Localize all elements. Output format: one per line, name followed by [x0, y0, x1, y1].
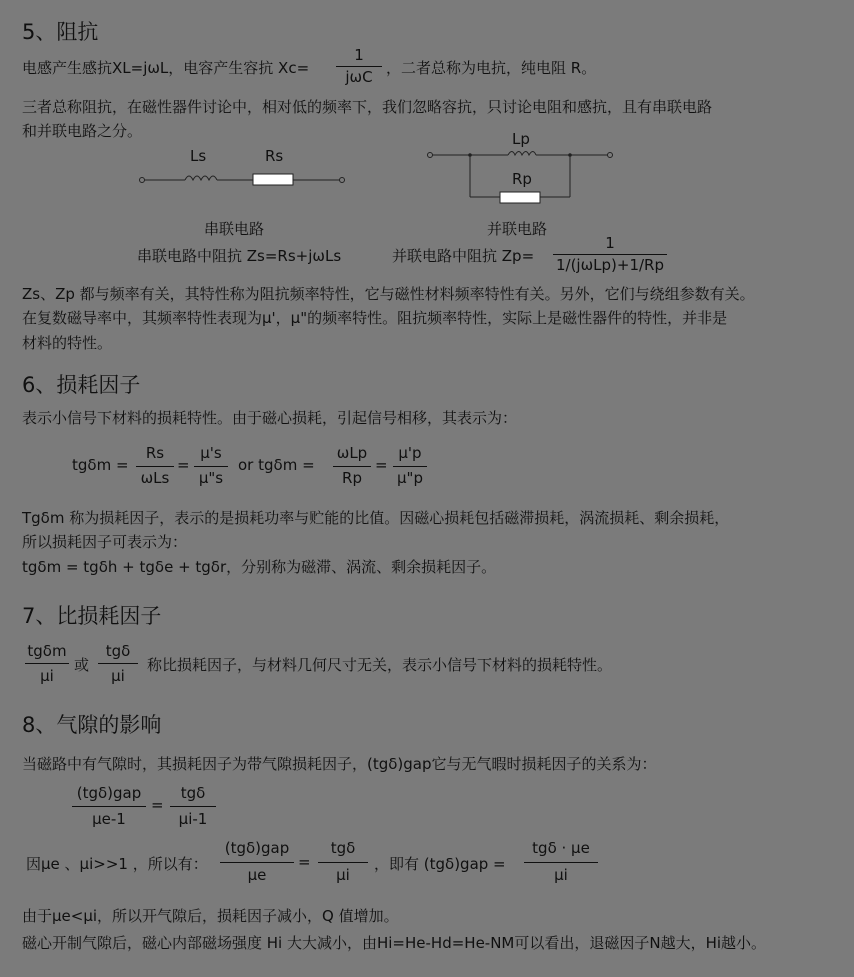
sec8-p2: 由于μe<μi，所以开气隙后，损耗因子减小，Q 值增加。	[22, 907, 399, 925]
sec7-bar2	[98, 663, 138, 664]
sec5-xc-fraction-bar	[336, 66, 382, 67]
sec6-p2-line2: 所以损耗因子可表示为：	[22, 533, 188, 551]
sec6-f-bar1	[136, 466, 174, 467]
section-6-title: 6、损耗因子	[22, 373, 141, 397]
sec8-f1-den2: μi-1	[178, 810, 208, 828]
sec7-den2: μi	[111, 667, 125, 685]
parallel-caption: 并联电路	[487, 220, 548, 238]
sec6-f-eq1: =	[177, 456, 190, 474]
sec8-f2-eq: =	[298, 853, 311, 871]
parallel-impedance-denominator: 1/(jωLp)+1/Rp	[555, 256, 665, 274]
sec6-f-bar2	[194, 466, 228, 467]
sec8-f2-prefix: 因μe 、μi>>1 ，所以有：	[26, 855, 208, 873]
sec5-p3-line1: Zs、Zp 都与频率有关，其特性称为阻抗频率特性，它与磁性材料频率特性有关。另外，它们与绕组参数有关。	[22, 285, 755, 303]
sec5-p1-b: ，二者总称为电抗，纯电阻 R。	[386, 59, 597, 77]
sec5-xc-numerator: 1	[354, 46, 364, 64]
section-5-title: 5、阻抗	[22, 20, 99, 44]
sec6-f-den4: μ"p	[397, 469, 423, 487]
sec6-p1: 表示小信号下材料的损耗特性。由于磁心损耗，引起信号相移，其表示为：	[22, 409, 518, 427]
sec7-text: 称比损耗因子，与材料几何尺寸无关，表示小信号下材料的损耗特性。	[147, 656, 613, 674]
section-8-title: 8、气隙的影响	[22, 713, 162, 737]
sec8-f2-den1: μe	[247, 866, 267, 884]
sec6-f-num3: ωLp	[336, 444, 368, 462]
sec6-p2-line1: Tgδm 称为损耗因子，表示的是损耗功率与贮能的比值。因磁心损耗包括磁滞损耗，涡流损耗、剩余损耗，	[22, 509, 730, 527]
sec8-f2-num1: (tgδ)gap	[224, 839, 290, 857]
sec6-formula-or: or tgδm =	[238, 456, 315, 474]
sec7-num2: tgδ	[105, 642, 131, 660]
parallel-rp-label: Rp	[512, 170, 532, 188]
sec5-p3-line3: 材料的特性。	[22, 334, 113, 352]
sec5-p1-a: 电感产生感抗XL=jωL，电容产生容抗 Xc=	[22, 59, 310, 77]
series-rs-label: Rs	[265, 147, 284, 165]
sec8-f2-den3: μi	[554, 866, 568, 884]
sec6-f-bar4	[393, 466, 427, 467]
sec8-f2-middle: ，即有 (tgδ)gap =	[374, 855, 506, 873]
parallel-impedance-label: 并联电路中阻抗 Zp=	[392, 247, 535, 265]
sec8-f1-num1: (tgδ)gap	[76, 784, 142, 802]
sec5-p2-line2: 和并联电路之分。	[22, 122, 143, 140]
sec5-xc-denominator: jωC	[345, 68, 373, 86]
sec8-f1-num2: tgδ	[180, 784, 206, 802]
section-7-title: 7、比损耗因子	[22, 604, 162, 628]
sec8-f1-bar2	[170, 806, 216, 807]
sec8-f2-bar1	[220, 862, 294, 863]
sec5-p2-line1: 三者总称阻抗，在磁性器件讨论中，相对低的频率下，我们忽略容抗，只讨论电阻和感抗，且有串联电路	[22, 98, 713, 116]
sec8-f1-den1: μe-1	[92, 810, 126, 828]
sec8-f2-den2: μi	[336, 866, 350, 884]
sec8-f2-bar3	[524, 862, 598, 863]
sec6-f-eq2: =	[375, 456, 388, 474]
sec8-p1: 当磁路中有气隙时，其损耗因子为带气隙损耗因子，(tgδ)gap它与无气暇时损耗因子的关系为：	[22, 755, 657, 773]
sec5-p3-line2: 在复数磁导率中，其频率特性表现为μ'，μ"的频率特性。阻抗频率特性，实际上是磁性器件的特性，并非是	[22, 309, 728, 327]
series-circuit-diagram	[130, 140, 360, 200]
sec8-p3: 磁心开制气隙后，磁心内部磁场强度 Hi 大大减小，由Hi=He-Hd=He-NM可以看出，退磁因子N越大，Hi越小。	[22, 934, 767, 952]
sec6-f-den3: Rp	[342, 469, 362, 487]
sec7-bar1	[25, 663, 69, 664]
sec6-f-den1: ωLs	[140, 469, 170, 487]
sec6-f-den2: μ"s	[198, 469, 224, 487]
sec6-f-num2: μ's	[200, 444, 222, 462]
sec7-or: 或	[74, 656, 90, 674]
sec6-p2-line3: tgδm = tgδh + tgδe + tgδr，分别称为磁滞、涡流、剩余损耗因子。	[22, 558, 497, 576]
sec8-f2-bar2	[318, 862, 368, 863]
sec6-f-num4: μ'p	[398, 444, 422, 462]
series-impedance-formula: 串联电路中阻抗 Zs=Rs+jωLs	[137, 247, 342, 265]
sec6-f-num1: Rs	[145, 444, 165, 462]
series-ls-label: Ls	[190, 147, 207, 165]
sec8-f2-num3: tgδ · μe	[532, 839, 590, 857]
sec8-f2-num2: tgδ	[330, 839, 356, 857]
parallel-impedance-numerator: 1	[605, 234, 615, 252]
sec6-formula-lhs1: tgδm =	[72, 456, 129, 474]
parallel-lp-label: Lp	[512, 130, 530, 148]
sec6-f-bar3	[333, 466, 371, 467]
sec8-f1-eq: =	[151, 796, 164, 814]
sec8-f1-bar1	[72, 806, 146, 807]
series-caption: 串联电路	[204, 220, 265, 238]
sec7-den1: μi	[40, 667, 54, 685]
parallel-impedance-fraction-bar	[553, 254, 667, 255]
sec7-num1: tgδm	[27, 642, 67, 660]
